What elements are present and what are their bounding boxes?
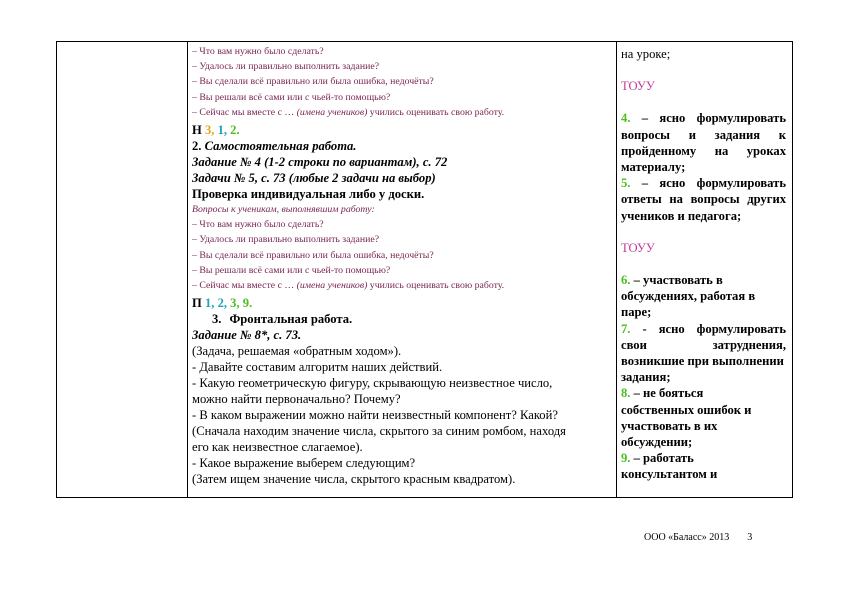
touu-heading: ТОУУ (621, 79, 655, 94)
outcome-item-6: 6. – участвовать в (621, 273, 723, 288)
outcome-line: пройденному на уроках (621, 143, 786, 158)
question-line: – Вы сделали всё правильно или была ошибка, недочёты? (192, 76, 434, 88)
outcome-item-9: 9. – работать (621, 451, 694, 466)
question-line: – Сейчас мы вместе с … (имена учеников) учились оценивать свою работу. (192, 280, 505, 292)
section-heading: 3. Фронтальная работа. (212, 312, 353, 327)
page-number: 3 (747, 532, 753, 543)
section-heading: 2. Самостоятельная работа. (192, 139, 357, 154)
outcome-item-4: 4. – ясно формулировать (621, 111, 786, 126)
learning-outcomes-column (621, 46, 786, 483)
column-divider-1 (187, 42, 188, 497)
body-line: его как неизвестное слагаемое). (192, 440, 363, 455)
outcome-item-8: 8. – не бояться (621, 386, 704, 401)
question-line: – Что вам нужно было сделать? (192, 46, 324, 57)
footer-company: ООО «Баласс» 2013 (644, 532, 730, 543)
question-line: – Удалось ли правильно выполнить задание? (192, 234, 380, 246)
outcome-line: возникшие при выполнении (621, 354, 784, 369)
outcome-line: консультантом и (621, 467, 718, 482)
outcome-line: обсуждении; (621, 435, 693, 450)
outcome-line: на уроке; (621, 47, 671, 61)
outcome-line: ответы на вопросы других (621, 192, 786, 207)
task-line: Задание № 4 (1-2 строки по вариантам), с. 72 (192, 155, 448, 170)
question-line: – Сейчас мы вместе с … (имена учеников) учились оценивать свою работу. (192, 106, 505, 118)
page-footer (644, 532, 752, 543)
criteria-line-p: П 1, 2, 3, 9. (192, 296, 253, 311)
body-line: - Давайте составим алгоритм наших действий. (192, 360, 443, 375)
question-line: – Что вам нужно было сделать? (192, 219, 324, 231)
body-line: можно найти первоначально? Почему? (192, 392, 401, 407)
criteria-line-n: Н 3, 1, 2. (192, 123, 240, 138)
body-line: (Затем ищем значение числа, скрытого красным квадратом). (192, 472, 516, 487)
body-line: (Задача, решаемая «обратным ходом»). (192, 344, 402, 359)
question-line: – Вы решали всё сами или с чьей-то помощью? (192, 264, 391, 276)
outcome-item-5: 5. – ясно формулировать (621, 176, 786, 191)
question-line: – Удалось ли правильно выполнить задание? (192, 61, 380, 73)
question-line: – Вы сделали всё правильно или была ошибка, недочёты? (192, 249, 434, 261)
outcome-line: материалу; (621, 160, 686, 175)
outcome-line: участвовать в их (621, 418, 718, 433)
question-line: – Вы решали всё сами или с чьей-то помощью? (192, 91, 391, 103)
lesson-table (56, 41, 793, 498)
check-line: Проверка индивидуальная либо у доски. (192, 187, 425, 202)
questions-intro: Вопросы к ученикам, выполнявшим работу: (192, 204, 375, 216)
outcome-item-7: 7. - ясно формулировать (621, 321, 786, 336)
outcome-line: паре; (621, 305, 652, 320)
outcome-line: свои затруднения, (621, 337, 786, 352)
task-line: Задачи № 5, с. 73 (любые 2 задачи на выбор) (192, 171, 436, 186)
outcome-line: обсуждениях, работая в (621, 289, 756, 304)
touu-heading: ТОУУ (621, 240, 655, 255)
body-line: (Сначала находим значение числа, скрытого за синим ромбом, находя (192, 424, 566, 439)
body-line: - В каком выражении можно найти неизвестный компонент? Какой? (192, 408, 558, 423)
outcome-line: учеников и педагога; (621, 208, 742, 223)
body-line: - Какое выражение выберем следующим? (192, 456, 416, 471)
lesson-content-column (192, 44, 667, 487)
task-line: Задание № 8*, с. 73. (192, 328, 302, 343)
outcome-line: задания; (621, 370, 671, 385)
body-line: - Какую геометрическую фигуру, скрывающую неизвестное число, (192, 376, 553, 391)
outcome-line: вопросы и задания к (621, 127, 786, 142)
outcome-line: собственных ошибок и (621, 402, 752, 417)
